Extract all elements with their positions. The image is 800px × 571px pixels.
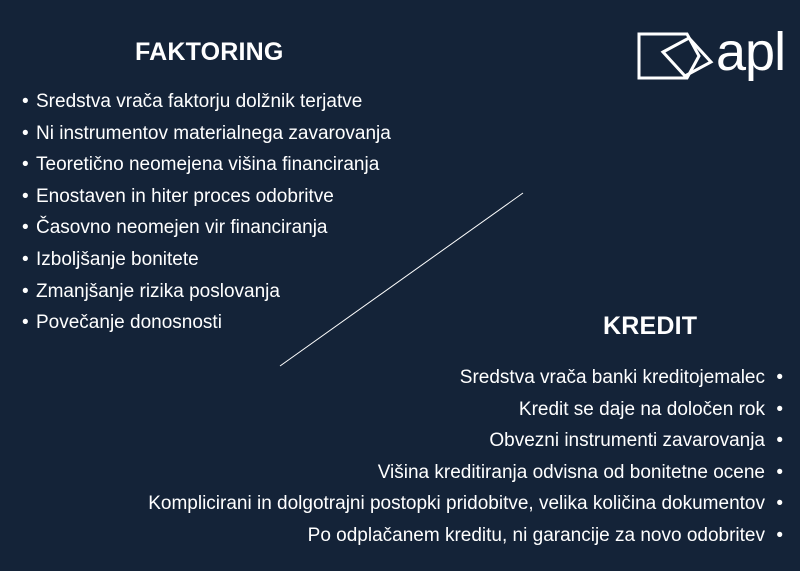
- kredit-item: [148, 425, 783, 457]
- bullet: •: [776, 398, 783, 420]
- bullet: •: [22, 154, 29, 176]
- faktoring-item-text: Sredstva vrača faktorju dolžnik terjatve: [36, 91, 363, 112]
- bullet: •: [22, 312, 29, 334]
- kredit-item-text: Kredit se daje na določen rok: [518, 398, 765, 420]
- kredit-item-text: Komplicirani in dolgotrajni postopki pridobitve, velika količina dokumentov: [148, 493, 765, 515]
- faktoring-item-text: Zmanjšanje rizika poslovanja: [36, 280, 280, 302]
- kredit-title: KREDIT: [603, 312, 698, 340]
- kredit-item-text: Po odplačanem kreditu, ni garancije za novo odobritev: [307, 524, 765, 546]
- bullet: •: [776, 493, 783, 515]
- bullet: •: [776, 461, 783, 483]
- kredit-item: [148, 520, 783, 552]
- faktoring-item-text: Enostaven in hiter proces odobritve: [36, 185, 334, 207]
- kredit-list: [148, 362, 783, 552]
- faktoring-item-text: Teoretično neomejena višina financiranja: [36, 154, 380, 176]
- kredit-item-text: Sredstva vrača banki kreditojemalec: [459, 367, 765, 388]
- overlapping-cards-logo-icon: [639, 34, 711, 78]
- kredit-item: [148, 362, 783, 394]
- kredit-item: [148, 457, 783, 489]
- bullet: •: [776, 367, 783, 388]
- divider-line: [280, 193, 523, 366]
- bullet: •: [22, 122, 29, 144]
- kredit-item: [148, 394, 783, 426]
- faktoring-item-text: Izboljšanje bonitete: [36, 248, 199, 270]
- bullet: •: [22, 185, 29, 207]
- kredit-item-text: Obvezni instrumenti zavarovanja: [489, 430, 765, 452]
- bullet: •: [22, 248, 29, 270]
- bullet: •: [22, 91, 29, 112]
- bullet: •: [22, 217, 29, 239]
- kredit-item-text: Višina kreditiranja odvisna od bonitetne ocene: [377, 461, 765, 483]
- faktoring-title: FAKTORING: [135, 38, 284, 66]
- faktoring-item-text: Časovno neomejen vir financiranja: [36, 217, 328, 239]
- kredit-item: [148, 488, 783, 520]
- faktoring-item-text: Povečanje donosnosti: [36, 312, 222, 334]
- bullet: •: [776, 430, 783, 452]
- bullet: •: [22, 280, 29, 302]
- bullet: •: [776, 524, 783, 546]
- logo-text: apl: [716, 22, 786, 82]
- faktoring-item-text: Ni instrumentov materialnega zavarovanja: [36, 122, 391, 144]
